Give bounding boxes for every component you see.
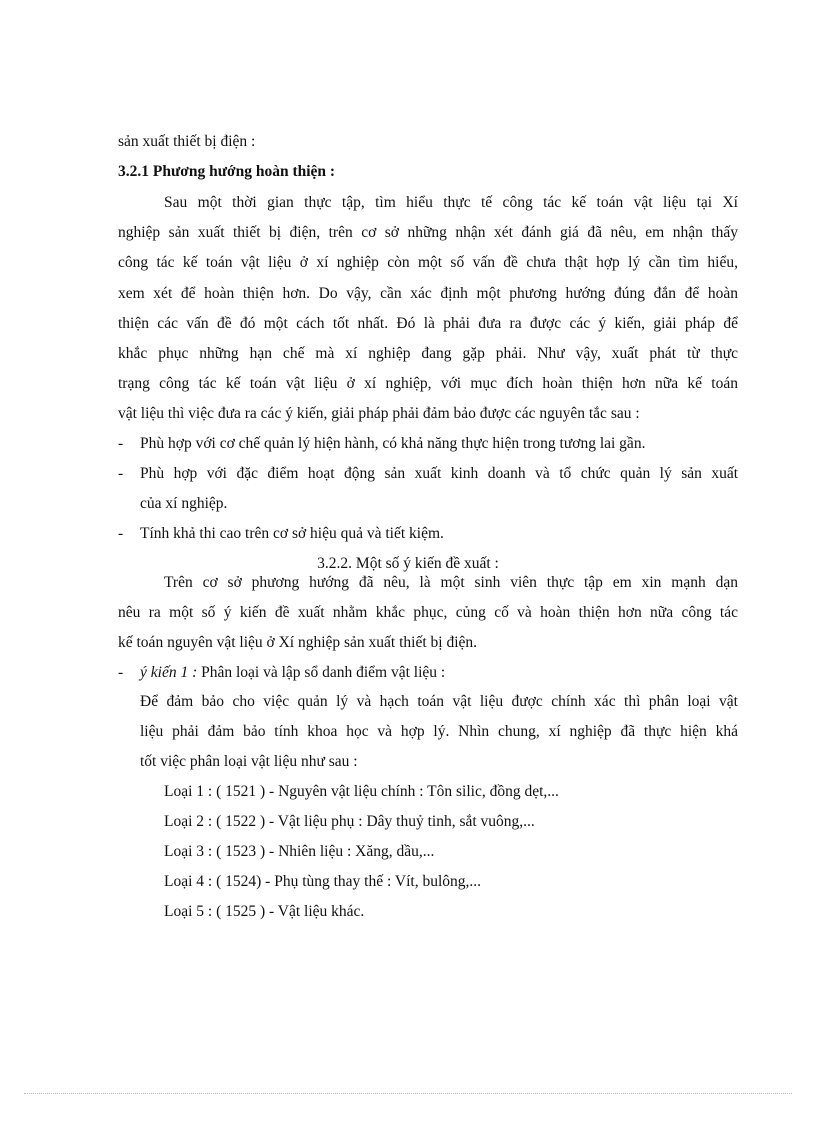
paragraph-line: khắc phục những hạn chế mà xí nghiệp đang gặp phải. Như vậy, xuất phát từ thực: [118, 345, 738, 362]
category-item: Loại 3 : ( 1523 ) - Nhiên liệu : Xăng, dầu,...: [164, 843, 435, 860]
category-item: Loại 5 : ( 1525 ) - Vật liệu khác.: [164, 903, 365, 920]
paragraph-line: trạng công tác kế toán vật liệu ở xí nghiệp, với mục đích hoàn thiện hơn nữa kế toán: [118, 375, 738, 392]
category-item: Loại 4 : ( 1524) - Phụ tùng thay thế : Vít, bulông,...: [164, 873, 482, 890]
paragraph-line: kế toán nguyên vật liệu ở Xí nghiệp sản xuất thiết bị điện.: [118, 634, 478, 651]
paragraph-line: công tác kế toán vật liệu ở xí nghiệp còn một số vấn đề chưa thật hợp lý cần tìm hiểu,: [118, 254, 738, 271]
bullet-dash: -: [118, 664, 124, 681]
bullet-dash: -: [118, 465, 124, 482]
opinion-1-title: Phân loại và lập sổ danh điểm vật liệu :: [197, 664, 446, 681]
opinion-1-text-line: tốt việc phân loại vật liệu như sau :: [140, 753, 358, 770]
principle-item-1: Phù hợp với cơ chế quản lý hiện hành, có khả năng thực hiện trong tương lai gần.: [140, 435, 646, 452]
section-heading-3-2-1: 3.2.1 Phương hướng hoàn thiện :: [118, 163, 336, 180]
category-item: Loại 1 : ( 1521 ) - Nguyên vật liệu chính : Tôn silic, đồng dẹt,...: [164, 783, 559, 800]
section-heading-3-2-2: 3.2.2. Một số ý kiến đề xuất :: [317, 555, 499, 572]
paragraph-line: Trên cơ sở phương hướng đã nêu, là một sinh viên thực tập em xin mạnh dạn: [164, 574, 738, 591]
opinion-1-heading: [140, 663, 445, 683]
bullet-dash: -: [118, 525, 124, 542]
opinion-1-text-line: Để đảm bảo cho việc quản lý và hạch toán vật liệu được chính xác thì phân loại vật: [140, 693, 738, 710]
continued-line: sản xuất thiết bị điện :: [118, 133, 256, 150]
paragraph-line: Sau một thời gian thực tập, tìm hiểu thực tế công tác kế toán vật liệu tại Xí: [164, 194, 738, 211]
principle-item-2-cont: của xí nghiệp.: [140, 495, 228, 512]
principle-item-3: Tính khả thi cao trên cơ sở hiệu quả và tiết kiệm.: [140, 525, 444, 542]
paragraph-line: vật liệu thì việc đưa ra các ý kiến, giải pháp phải đảm bảo được các nguyên tắc sau :: [118, 405, 640, 422]
bullet-dash: -: [118, 435, 124, 452]
principle-item-2: Phù hợp với đặc điểm hoạt động sản xuất kinh doanh và tổ chức quản lý sản xuất: [140, 465, 738, 482]
opinion-1-label: ý kiến 1 :: [140, 664, 198, 681]
opinion-1-text-line: liệu phải đảm bảo tính khoa học và hợp lý. Nhìn chung, xí nghiệp đã thực hiện khá: [140, 723, 738, 740]
paragraph-line: xem xét để hoàn thiện hơn. Do vậy, cần xác định một phương hướng đúng đắn để hoàn: [118, 285, 738, 302]
paragraph-line: thiện các vấn đề đó một cách tốt nhất. Đó là phải đưa ra được các ý kiến, giải pháp để: [118, 315, 738, 332]
page-bottom-divider: [24, 1093, 792, 1094]
category-item: Loại 2 : ( 1522 ) - Vật liệu phụ : Dây thuỷ tinh, sắt vuông,...: [164, 813, 535, 830]
paragraph-line: nêu ra một số ý kiến đề xuất nhằm khắc phục, củng cố và hoàn thiện hơn nữa công tác: [118, 604, 738, 621]
paragraph-line: nghiệp sản xuất thiết bị điện, trên cơ sở những nhận xét đánh giá đã nêu, em nhận thấy: [118, 224, 738, 241]
